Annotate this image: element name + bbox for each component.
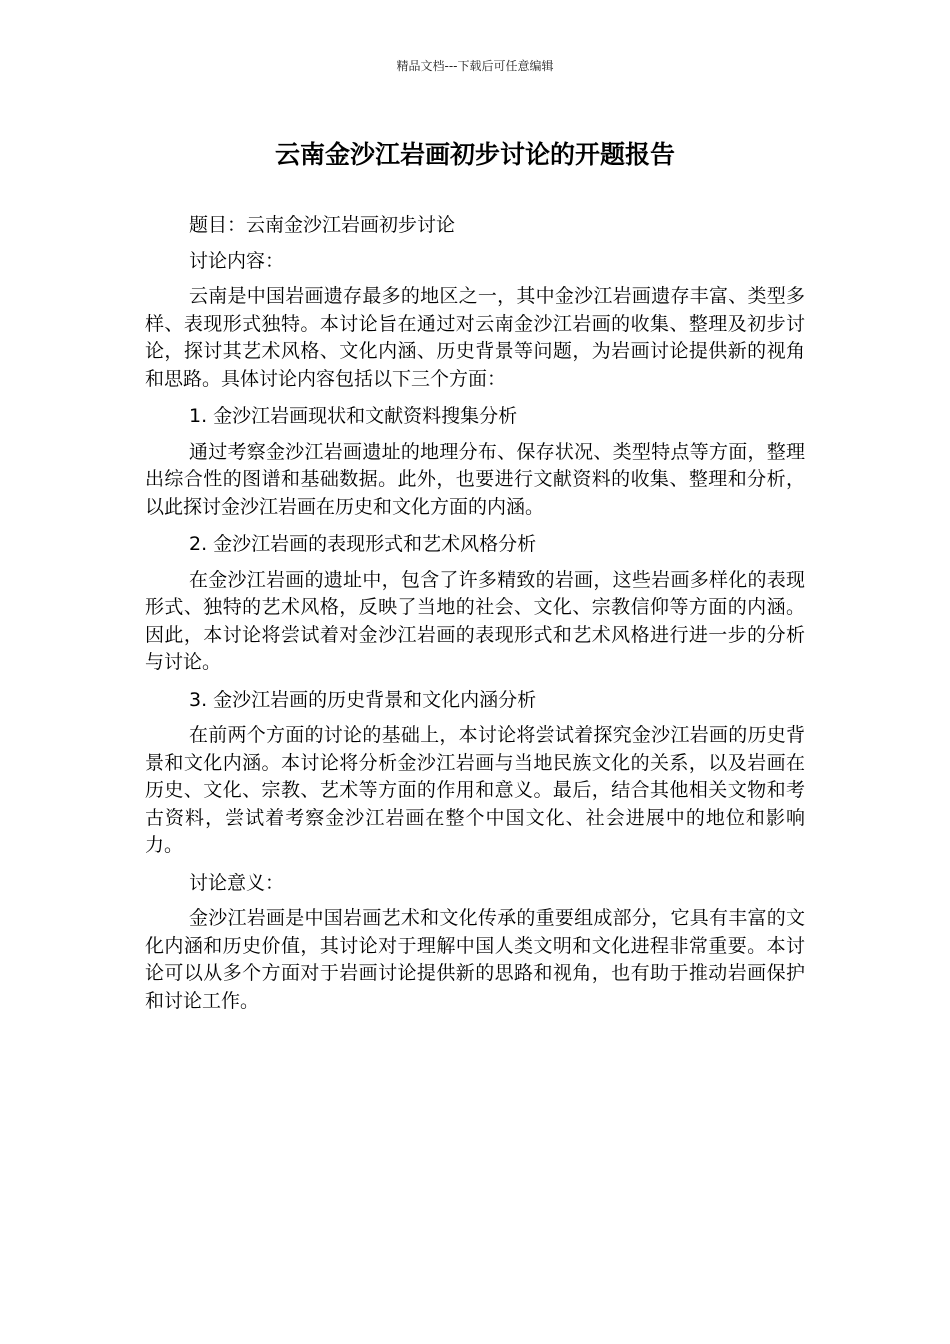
section-heading: 3. 金沙江岩画的历史背景和文化内涵分析 xyxy=(189,688,537,711)
document-body xyxy=(145,212,805,1025)
significance-paragraph: 金沙江岩画是中国岩画艺术和文化传承的重要组成部分，它具有丰富的文化内涵和历史价值，其讨论对于理解中国人类文明和文化进程非常重要。本讨论可以从多个方面对于岩画讨论提供新的思路和视角，也有助于推动岩画保护和讨论工作。 xyxy=(145,907,805,1012)
section-heading: 2. 金沙江岩画的表现形式和艺术风格分析 xyxy=(189,533,537,555)
section-paragraph: 通过考察金沙江岩画遗址的地理分布、保存状况、类型特点等方面，整理出综合性的图谱和基础数据。此外，也要进行文献资料的收集、整理和分析，以此探讨金沙江岩画在历史和文化方面的内涵。 xyxy=(145,440,805,518)
section-paragraph: 在前两个方面的讨论的基础上，本讨论将尝试着探究金沙江岩画的历史背景和文化内涵。本讨论将分析金沙江岩画与当地民族文化的关系，以及岩画在历史、文化、宗教、艺术等方面的作用和意义。最后，结合其他相关文物和考古资料，尝试着考察金沙江岩画在整个中国文化、社会进展中的地位和影响力。 xyxy=(145,724,805,856)
section-heading: 1. 金沙江岩画现状和文献资料搜集分析 xyxy=(189,405,518,427)
section-paragraph: 在金沙江岩画的遗址中，包含了许多精致的岩画，这些岩画多样化的表现形式、独特的艺术风格，反映了当地的社会、文化、宗教信仰等方面的内涵。因此，本讨论将尝试着对金沙江岩画的表现形式和艺术风格进行进一步的分析与讨论。 xyxy=(145,568,805,673)
content-heading: 讨论内容： xyxy=(189,249,285,272)
intro-paragraph: 云南是中国岩画遗存最多的地区之一，其中金沙江岩画遗存丰富、类型多样、表现形式独特。本讨论旨在通过对云南金沙江岩画的收集、整理及初步讨论，探讨其艺术风格、文化内涵、历史背景等问题，为岩画讨论提供新的视角和思路。具体讨论内容包括以下三个方面： xyxy=(145,285,805,390)
significance-heading: 讨论意义： xyxy=(189,871,285,894)
page-header-note: 精品文档---下载后可任意编辑 xyxy=(396,59,554,73)
document-title: 云南金沙江岩画初步讨论的开题报告 xyxy=(274,140,675,169)
topic-line: 题目：云南金沙江岩画初步讨论 xyxy=(189,214,456,236)
